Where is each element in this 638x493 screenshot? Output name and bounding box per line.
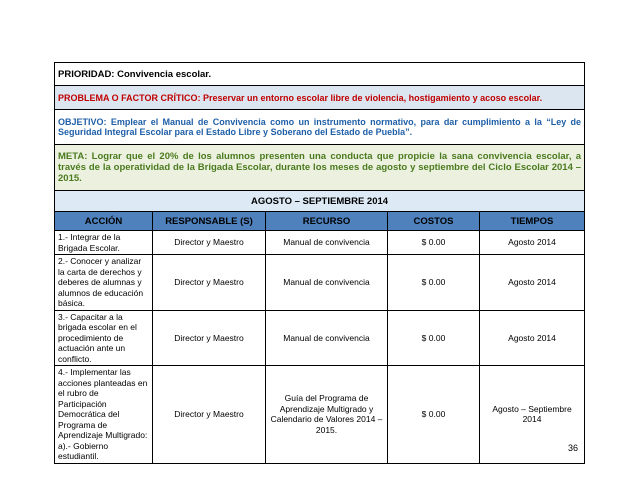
tiempos-cell: Agosto – Septiembre 2014 [480,366,585,464]
prioridad-value: Convivencia escolar. [114,68,212,80]
responsable-cell: Director y Maestro [153,366,266,464]
problema-value: Preservar un entorno escolar libre de violencia, hostigamiento y acoso escolar. [200,92,543,103]
planning-table [54,62,585,464]
tiempos-cell: Agosto 2014 [480,231,585,255]
header-costos: COSTOS [388,212,480,231]
meta-label: META: [58,151,88,162]
tiempos-cell: Agosto 2014 [480,255,585,311]
costos-cell: $ 0.00 [388,231,480,255]
prioridad-label: PRIORIDAD: [58,68,115,80]
table-row [55,310,585,366]
objetivo-value: Emplear el Manual de Convivencia como un instrumento normativo, para dar cumplimiento a la “Ley de Seguridad Integral Escolar para el Estado Libre y Soberano del Estado de Puebla”. [58,117,582,137]
recurso-cell: Guía del Programa de Aprendizaje Multigrado y Calendario de Valores 2014 – 2015. [266,366,388,464]
header-accion: ACCIÓN [55,212,153,231]
objetivo-cell [55,110,585,145]
problema-row [55,86,585,110]
accion-cell: 3.- Capacitar a la brigada escolar en el procedimiento de actuación ante un conflicto. [55,310,153,366]
objetivo-row [55,110,585,145]
prioridad-row [55,63,585,86]
meta-row [55,145,585,191]
costos-cell: $ 0.00 [388,310,480,366]
table-row [55,366,585,464]
responsable-cell: Director y Maestro [153,255,266,311]
objetivo-label: OBJETIVO: [58,117,107,127]
prioridad-cell [55,63,585,86]
recurso-cell: Manual de convivencia [266,231,388,255]
meta-cell [55,145,585,191]
period-row [55,191,585,212]
recurso-cell: Manual de convivencia [266,310,388,366]
table-row [55,255,585,311]
page-number: 36 [568,443,579,453]
header-responsable: RESPONSABLE (S) [153,212,266,231]
header-recurso: RECURSO [266,212,388,231]
table-row [55,231,585,255]
period-cell: AGOSTO – SEPTIEMBRE 2014 [55,191,585,212]
meta-value: Lograr que el 20% de los alumnos presenten una conducta que propicie la sana convivencia escolar, a través de la operatividad de la Brigada Escolar, durante los meses de agosto y septiembre del Ciclo Escolar 2014 – 2015. [58,151,582,184]
accion-cell: 1.- Integrar de la Brigada Escolar. [55,231,153,255]
header-tiempos: TIEMPOS [480,212,585,231]
problema-cell [55,86,585,110]
tiempos-cell: Agosto 2014 [480,310,585,366]
responsable-cell: Director y Maestro [153,231,266,255]
responsable-cell: Director y Maestro [153,310,266,366]
problema-label: PROBLEMA O FACTOR CRÍTICO: [58,92,201,103]
recurso-cell: Manual de convivencia [266,255,388,311]
accion-cell: 4.- Implementar las acciones planteadas en el rubro de Participación Democrática del Programa de Aprendizaje Multigrado: a).- Gobierno estudiantil. [55,366,153,464]
costos-cell: $ 0.00 [388,255,480,311]
header-row [55,212,585,231]
accion-cell: 2.- Conocer y analizar la carta de derechos y deberes de alumnas y alumnos de educación básica. [55,255,153,311]
costos-cell: $ 0.00 [388,366,480,464]
